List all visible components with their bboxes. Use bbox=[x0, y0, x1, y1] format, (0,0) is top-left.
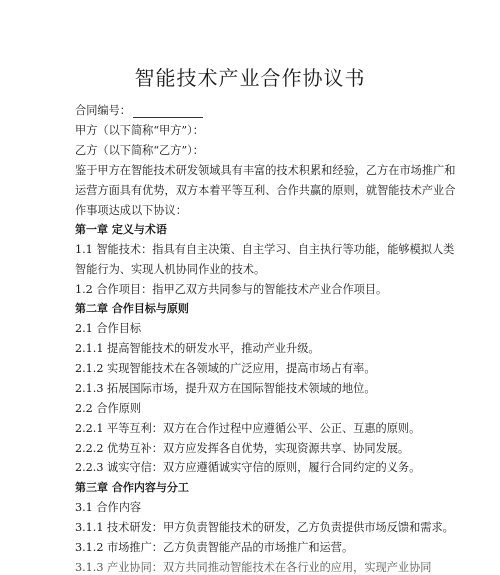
document-line bbox=[75, 541, 353, 555]
document-line bbox=[75, 382, 376, 396]
document-line bbox=[75, 422, 420, 436]
line-text: 合同编号： bbox=[75, 104, 131, 117]
document-line bbox=[75, 144, 204, 158]
contract-number-blank bbox=[133, 106, 203, 118]
line-text: 鉴于甲方在智能技术研发领域具有丰富的技术积累和经验，乙方在市场推广和 bbox=[75, 164, 456, 177]
document-line bbox=[75, 322, 141, 336]
document-line bbox=[75, 124, 204, 138]
document-line bbox=[75, 263, 265, 277]
chapter-heading bbox=[75, 481, 189, 495]
document-line bbox=[75, 104, 203, 118]
document-line bbox=[75, 243, 454, 257]
line-text: 第一章 定义与术语 bbox=[75, 223, 167, 236]
document-line bbox=[75, 184, 455, 198]
line-text: 作事项达成以下协议： bbox=[75, 204, 187, 217]
line-text: 2.1.3 拓展国际市场，提升双方在国际智能技术领域的地位。 bbox=[75, 382, 376, 395]
document-line bbox=[75, 362, 376, 376]
line-text: 乙方（以下简称“乙方”）： bbox=[75, 144, 204, 157]
line-text: 2.2.2 优势互补：双方应发挥各自优势，实现资源共享、协同发展。 bbox=[75, 442, 410, 455]
document-line bbox=[75, 521, 454, 535]
document-line bbox=[75, 442, 409, 456]
line-text: 第三章 合作内容与分工 bbox=[75, 481, 189, 494]
line-text: 2.2 合作原则 bbox=[75, 402, 142, 415]
line-text: 甲方（以下简称“甲方”）： bbox=[75, 124, 204, 137]
line-text: 2.2.3 诚实守信：双方应遵循诚实守信的原则，履行合同约定的义务。 bbox=[75, 461, 421, 474]
document-line bbox=[75, 342, 320, 356]
line-text: 运营方面具有优势，双方本着平等互利、合作共赢的原则，就智能技术产业合 bbox=[75, 184, 456, 197]
line-text: 智能行为、实现人机协同作业的技术。 bbox=[75, 263, 266, 276]
document-line bbox=[75, 561, 431, 575]
document-line bbox=[75, 501, 141, 515]
document-line bbox=[75, 164, 455, 178]
document-line bbox=[75, 204, 187, 218]
document-line bbox=[75, 402, 141, 416]
line-text: 2.1.1 提高智能技术的研发水平，推动产业升级。 bbox=[75, 342, 320, 355]
line-text: 2.1 合作目标 bbox=[75, 322, 142, 335]
line-text: 2.2.1 平等互利：双方在合作过程中应遵循公平、公正、互惠的原则。 bbox=[75, 422, 421, 435]
line-text: 1.1 智能技术：指具有自主决策、自主学习、自主执行等功能，能够模拟人类 bbox=[75, 243, 455, 256]
document-line bbox=[75, 283, 387, 297]
document-title: 智能技术产业合作协议书 bbox=[134, 66, 366, 90]
line-text: 3.1 合作内容 bbox=[75, 501, 142, 514]
chapter-heading bbox=[75, 223, 167, 237]
line-text: 1.2 合作项目：指甲乙双方共同参与的智能技术产业合作项目。 bbox=[75, 283, 388, 296]
line-text: 3.1.1 技术研发：甲方负责智能技术的研发，乙方负责提供市场反馈和需求。 bbox=[75, 521, 454, 534]
chapter-heading bbox=[75, 302, 189, 316]
line-text: 3.1.3 产业协同：双方共同推动智能技术在各行业的应用，实现产业协同 bbox=[75, 561, 432, 574]
document-line bbox=[75, 461, 420, 475]
line-text: 第二章 合作目标与原则 bbox=[75, 302, 189, 315]
line-text: 2.1.2 实现智能技术在各领域的广泛应用，提高市场占有率。 bbox=[75, 362, 376, 375]
line-text: 3.1.2 市场推广：乙方负责智能产品的市场推广和运营。 bbox=[75, 541, 354, 554]
